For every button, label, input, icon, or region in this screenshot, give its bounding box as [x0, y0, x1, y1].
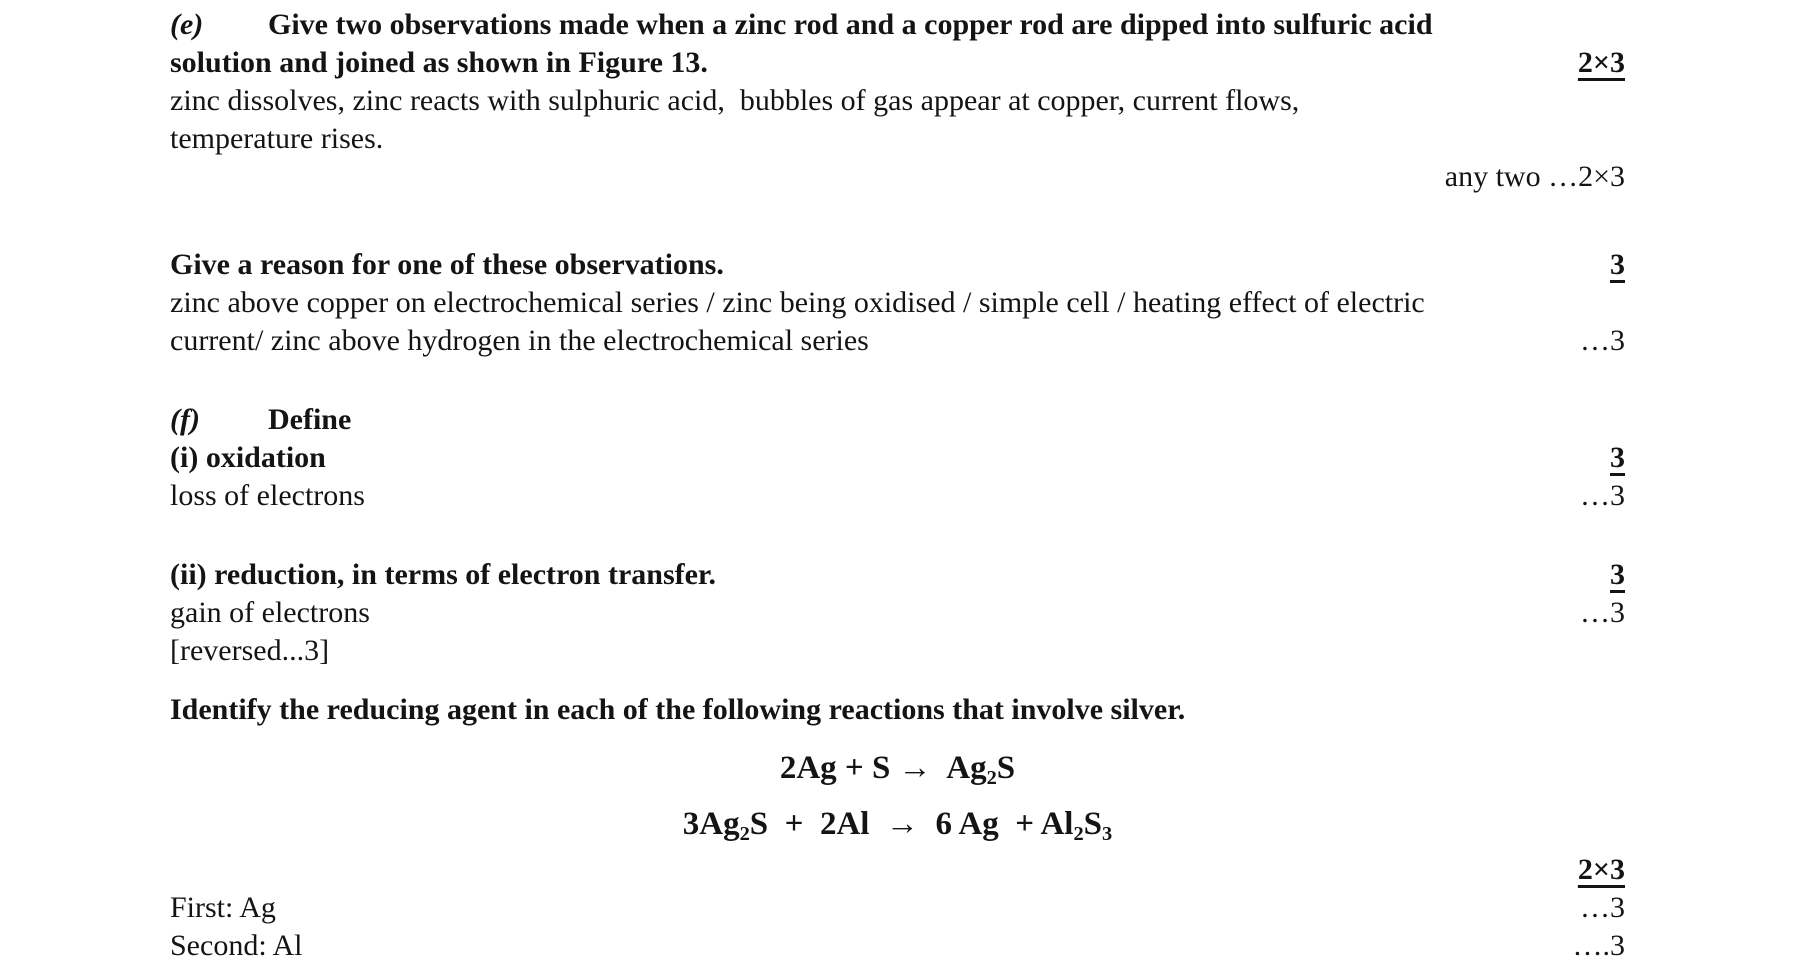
reason-award-note: …3 — [1580, 324, 1625, 357]
question-e-label: (e) — [170, 8, 204, 41]
question-e-answer-text: zinc dissolves, zinc reacts with sulphuric acid, bubbles of gas appear at copper, current flows, — [170, 84, 1300, 117]
question-e-award-note — [170, 158, 1625, 196]
reason-answer-line1 — [170, 284, 1625, 322]
question-e-answer-line2 — [170, 120, 1625, 158]
reason-answer-text: zinc above copper on electrochemical series / zinc being oxidised / simple cell / heating effect of electric — [170, 286, 1425, 319]
reason-answer-text-cont: current/ zinc above hydrogen in the electrochemical series — [170, 324, 869, 357]
identify-answer-first-award-note: …3 — [1580, 891, 1625, 924]
question-f-heading-text: Define — [268, 403, 352, 436]
identify-marks-row — [170, 851, 1625, 889]
identify-marks-badge: 2×3 — [1577, 853, 1625, 886]
question-e-answer-line1 — [170, 82, 1625, 120]
reason-answer-line2 — [170, 322, 1625, 360]
equation-1-part: 2Ag + S → Ag — [779, 750, 987, 786]
identify-heading-text: Identify the reducing agent in each of the following reactions that involve silver. — [170, 693, 1186, 726]
question-f-part-i-answer — [170, 477, 1625, 515]
equation-2-part: 3Ag — [682, 806, 740, 842]
question-e-heading-line1 — [170, 6, 1625, 44]
equation-1-subscript: 2 — [986, 766, 997, 789]
question-f-part-i-marks-badge: 3 — [1610, 441, 1625, 474]
question-f-label: (f) — [170, 403, 200, 436]
equation-2 — [170, 802, 1625, 846]
question-e-answer-text-cont: temperature rises. — [170, 122, 384, 155]
question-e-heading-text-cont: solution and joined as shown in Figure 13. — [170, 46, 708, 79]
question-f-part-ii-answer — [170, 594, 1625, 632]
question-f-part-ii-marks-badge: 3 — [1610, 558, 1625, 591]
question-e-heading-line2 — [170, 44, 1625, 82]
question-f-part-ii-answer-text: gain of electrons — [170, 596, 370, 629]
question-f-heading — [170, 401, 1625, 439]
question-f-part-ii-heading — [170, 556, 1625, 594]
equation-2-subscript: 3 — [1102, 822, 1113, 845]
identify-answer-first — [170, 889, 1625, 927]
identify-answer-second — [170, 927, 1625, 965]
identify-heading — [170, 691, 1625, 729]
equation-2-part: S + 2Al → 6 Ag + Al — [749, 806, 1074, 842]
reason-heading-text: Give a reason for one of these observations. — [170, 248, 724, 281]
question-f-part-ii-reversed-note-text: [reversed...3] — [170, 634, 330, 667]
equation-2-part: S — [1083, 806, 1103, 842]
question-e-award-note-text: any two …2×3 — [1444, 160, 1625, 193]
question-f-part-i-answer-text: loss of electrons — [170, 479, 365, 512]
question-f-part-ii-heading-text: (ii) reduction, in terms of electron transfer. — [170, 558, 716, 591]
question-e-marks-badge: 2×3 — [1577, 46, 1625, 79]
equation-2-subscript: 2 — [1073, 822, 1084, 845]
equation-2-subscript: 2 — [739, 822, 750, 845]
question-f-part-i-heading — [170, 439, 1625, 477]
question-f-part-ii-reversed-note — [170, 632, 1625, 670]
identify-answer-second-text: Second: Al — [170, 929, 303, 962]
question-f-part-i-award-note: …3 — [1580, 479, 1625, 512]
reason-marks-badge: 3 — [1610, 248, 1625, 281]
equation-1-part: S — [996, 750, 1016, 786]
equation-1 — [170, 746, 1625, 790]
question-f-part-ii-award-note: …3 — [1580, 596, 1625, 629]
identify-answer-first-text: First: Ag — [170, 891, 276, 924]
question-f-part-i-heading-text: (i) oxidation — [170, 441, 326, 474]
question-e-heading-text: Give two observations made when a zinc rod and a copper rod are dipped into sulfuric acid — [268, 8, 1433, 41]
identify-answer-second-award-note: ….3 — [1572, 929, 1625, 962]
reason-heading — [170, 246, 1625, 284]
